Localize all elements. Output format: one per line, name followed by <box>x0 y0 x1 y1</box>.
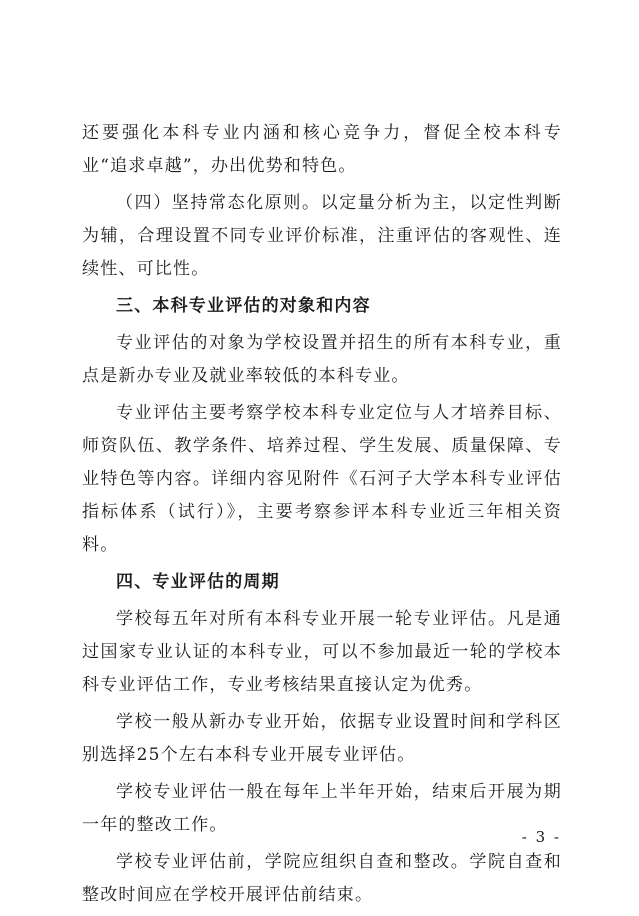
section-heading-three: 三、本科专业评估的对象和内容 <box>116 296 371 316</box>
paragraph-cycle: 学校每五年对所有本科专业开展一轮专业评估。凡是通过国家专业认证的本科专业，可以不参加最近一轮的学校本科专业评估工作，专业考核结果直接认定为优秀。 <box>82 609 562 695</box>
paragraph-evaluation-object: 专业评估的对象为学校设置并招生的所有本科专业，重点是新办专业及就业率较低的本科专业。 <box>82 333 562 386</box>
document-body <box>82 117 562 916</box>
paragraph-evaluation-content: 专业评估主要考察学校本科专业定位与人才培养目标、师资队伍、教学条件、培养过程、学生发展、质量保障、专业特色等内容。详细内容见附件《石河子大学本科专业评估指标体系（试行）》，主要考察参评本科专业近三年相关资料。 <box>82 403 562 555</box>
page-number: - 3 - <box>521 828 561 846</box>
section-heading-four: 四、专业评估的周期 <box>116 572 280 592</box>
paragraph-continuation: 还要强化本科专业内涵和核心竞争力，督促全校本科专业“追求卓越”，办出优势和特色。 <box>82 123 562 176</box>
paragraph-principle-four: （四）坚持常态化原则。以定量分析为主，以定性判断为辅，合理设置不同专业评价标准，注重评估的客观性、连续性、可比性。 <box>82 193 562 279</box>
paragraph-timing: 学校专业评估一般在每年上半年开始，结束后开展为期一年的整改工作。 <box>82 782 562 835</box>
paragraph-self-check: 学校专业评估前，学院应组织自查和整改。学院自查和整改时间应在学校开展评估前结束。 <box>82 852 562 905</box>
paragraph-selection: 学校一般从新办专业开始，依据专业设置时间和学科区别选择25个左右本科专业开展专业评估。 <box>82 712 562 765</box>
